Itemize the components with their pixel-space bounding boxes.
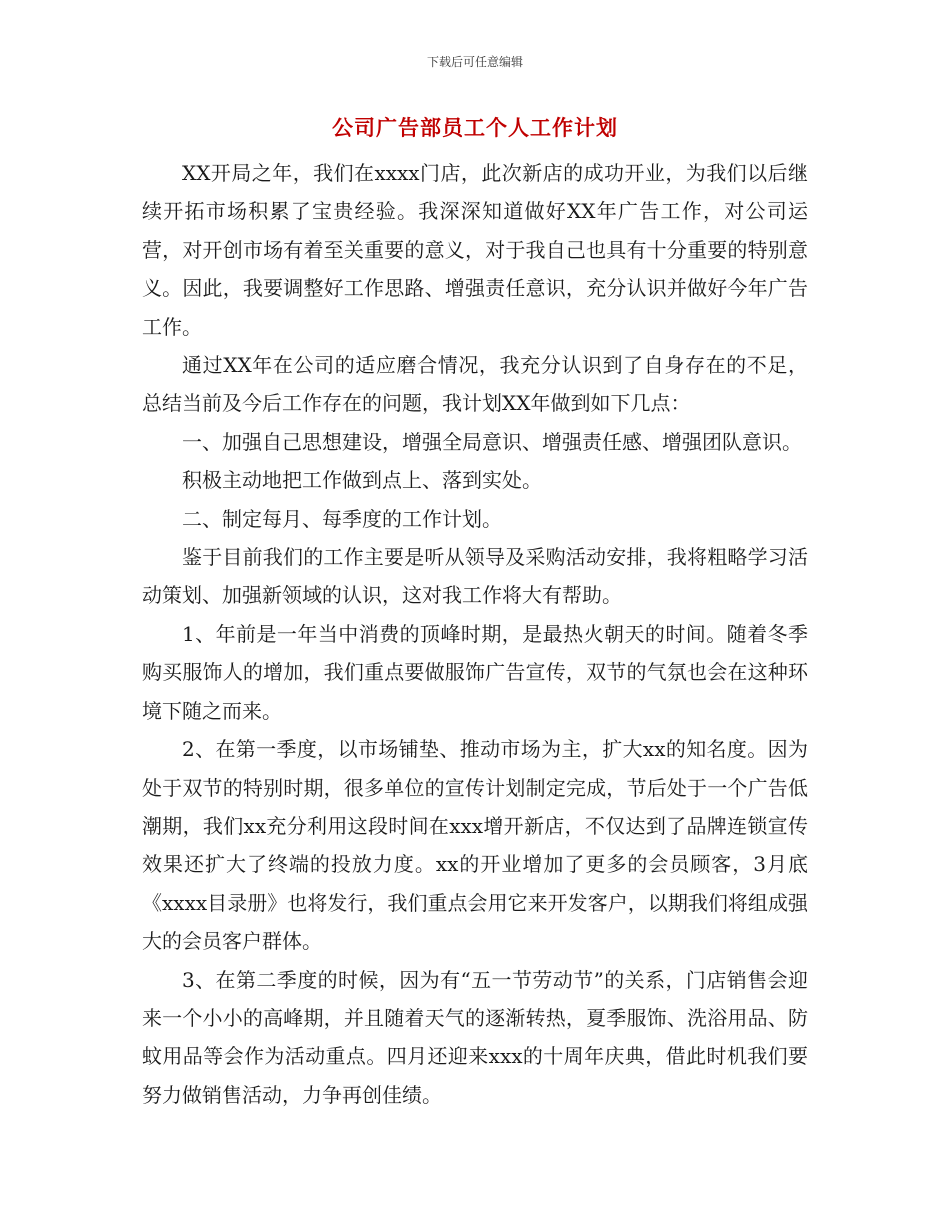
paragraph-point-one-detail: 积极主动地把工作做到点上、落到实处。 <box>182 468 542 493</box>
document-body <box>142 154 808 1114</box>
paragraph-point-one: 一、加强自己思想建设，增强全局意识、增强责任感、增强团队意识。 <box>182 429 802 454</box>
paragraph-item-3: 3、在第二季度的时候，因为有“五一节劳动节”的关系，门店销售会迎来一个小小的高峰期，并且随着天气的逐渐转热，夏季服饰、洗浴用品、防蚊用品等会作为活动重点。四月还迎来xxx的十周年庆典，借此时机我们要努力做销售活动，力争再创佳绩。 <box>142 967 808 1107</box>
paragraph-intro: XX开局之年，我们在xxxx门店，此次新店的成功开业，为我们以后继续开拓市场积累了宝贵经验。我深深知道做好XX年广告工作，对公司运营，对开创市场有着至关重要的意义，对于我自己也具有十分重要的特别意义。因此，我要调整好工作思路、增强责任意识，充分认识并做好今年广告工作。 <box>142 161 808 339</box>
document-title: 公司广告部员工个人工作计划 <box>332 116 618 140</box>
paragraph-item-1: 1、年前是一年当中消费的顶峰时期，是最热火朝天的时间。随着冬季购买服饰人的增加，我们重点要做服饰广告宣传，双节的气氛也会在这种环境下随之而来。 <box>142 621 808 723</box>
header-note: 下载后可任意编辑 <box>426 55 523 69</box>
paragraph-point-two: 二、制定每月、每季度的工作计划。 <box>182 506 502 531</box>
paragraph-item-2: 2、在第一季度，以市场铺垫、推动市场为主，扩大xx的知名度。因为处于双节的特别时期，很多单位的宣传计划制定完成，节后处于一个广告低潮期，我们xx充分利用这段时间在xxx增开新店，不仅达到了品牌连锁宣传效果还扩大了终端的投放力度。xx的开业增加了更多的会员顾客，3月底《xxxx目录册》也将发行，我们重点会用它来开发客户，以期我们将组成强大的会员客户群体。 <box>142 737 808 954</box>
paragraph-point-two-detail: 鉴于目前我们的工作主要是听从领导及采购活动安排，我将粗略学习活动策划、加强新领域的认识，这对我工作将大有帮助。 <box>142 545 808 608</box>
paragraph-summary: 通过XX年在公司的适应磨合情况，我充分认识到了自身存在的不足，总结当前及今后工作存在的问题，我计划XX年做到如下几点： <box>142 353 808 416</box>
